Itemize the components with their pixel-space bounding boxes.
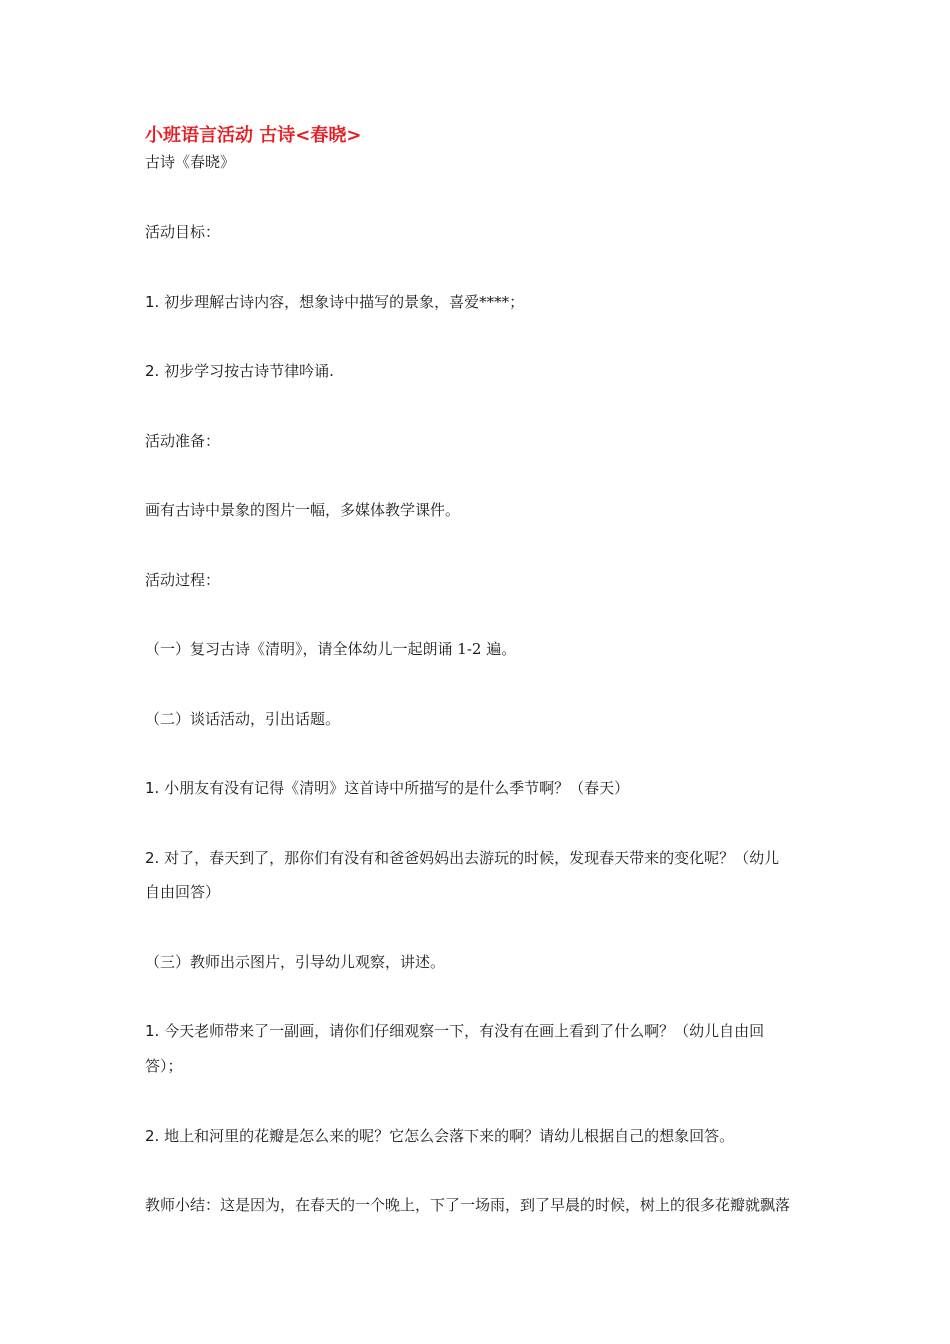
paragraph <box>145 1056 183 1076</box>
paragraph-number: 1. <box>145 1022 160 1040</box>
paragraph-text: 自由回答） <box>145 883 221 901</box>
paragraph-text: 地上和河里的花瓣是怎么来的呢？它怎么会落下来的啊？请幼儿根据自己的想象回答。 <box>159 1127 735 1145</box>
paragraph <box>145 222 220 242</box>
paragraph <box>145 431 220 451</box>
paragraph-text: 活动目标： <box>145 223 221 241</box>
paragraph-number: 1. <box>145 779 160 797</box>
paragraph <box>145 882 220 902</box>
paragraph-text: 教师小结：这是因为，在春天的一个晚上，下了一场雨，到了早晨的时候，树上的很多花瓣就飘落 <box>145 1196 791 1214</box>
paragraph <box>145 361 334 381</box>
paragraph-number: 2. <box>145 362 160 380</box>
paragraph <box>145 292 524 312</box>
document-title: 小班语言活动 古诗<春晓> <box>145 125 362 146</box>
paragraph <box>145 709 340 729</box>
paragraph <box>145 848 779 868</box>
paragraph-text: 对了，春天到了，那你们有没有和爸爸妈妈出去游玩的时候，发现春天带来的变化呢？（幼儿 <box>159 849 780 867</box>
paragraph-text: 今天老师带来了一副画，请你们仔细观察一下，有没有在画上看到了什么啊？（幼儿自由回 <box>159 1022 765 1040</box>
paragraph-text: 答）； <box>145 1057 183 1075</box>
paragraph-text: 初步理解古诗内容，想象诗中描写的景象，喜爱****； <box>159 293 525 311</box>
paragraph <box>145 639 516 659</box>
paragraph <box>145 1126 734 1146</box>
paragraph <box>145 570 220 590</box>
paragraph-text: （一）复习古诗《清明》，请全体幼儿一起朗诵 1-2 遍。 <box>145 640 517 658</box>
paragraph-text: 小朋友有没有记得《清明》这首诗中所描写的是什么季节啊？（春天） <box>159 779 630 797</box>
paragraph <box>145 1021 764 1041</box>
paragraph-text: 活动过程： <box>145 571 221 589</box>
paragraph-number: 1. <box>145 293 160 311</box>
paragraph-text: 活动准备： <box>145 432 221 450</box>
paragraph <box>145 778 629 798</box>
paragraph <box>145 952 445 972</box>
paragraph <box>145 1195 790 1215</box>
paragraph-text: （三）教师出示图片，引导幼儿观察，讲述。 <box>145 953 446 971</box>
paragraph <box>145 500 460 520</box>
paragraph-text: 画有古诗中景象的图片一幅，多媒体教学课件。 <box>145 501 461 519</box>
paragraph-number: 2. <box>145 849 160 867</box>
paragraph-number: 2. <box>145 1127 160 1145</box>
paragraph-text: 初步学习按古诗节律吟诵. <box>159 362 334 380</box>
paragraph-text: （二）谈话活动，引出话题。 <box>145 710 341 728</box>
document-subtitle: 古诗《春晓》 <box>145 153 236 171</box>
